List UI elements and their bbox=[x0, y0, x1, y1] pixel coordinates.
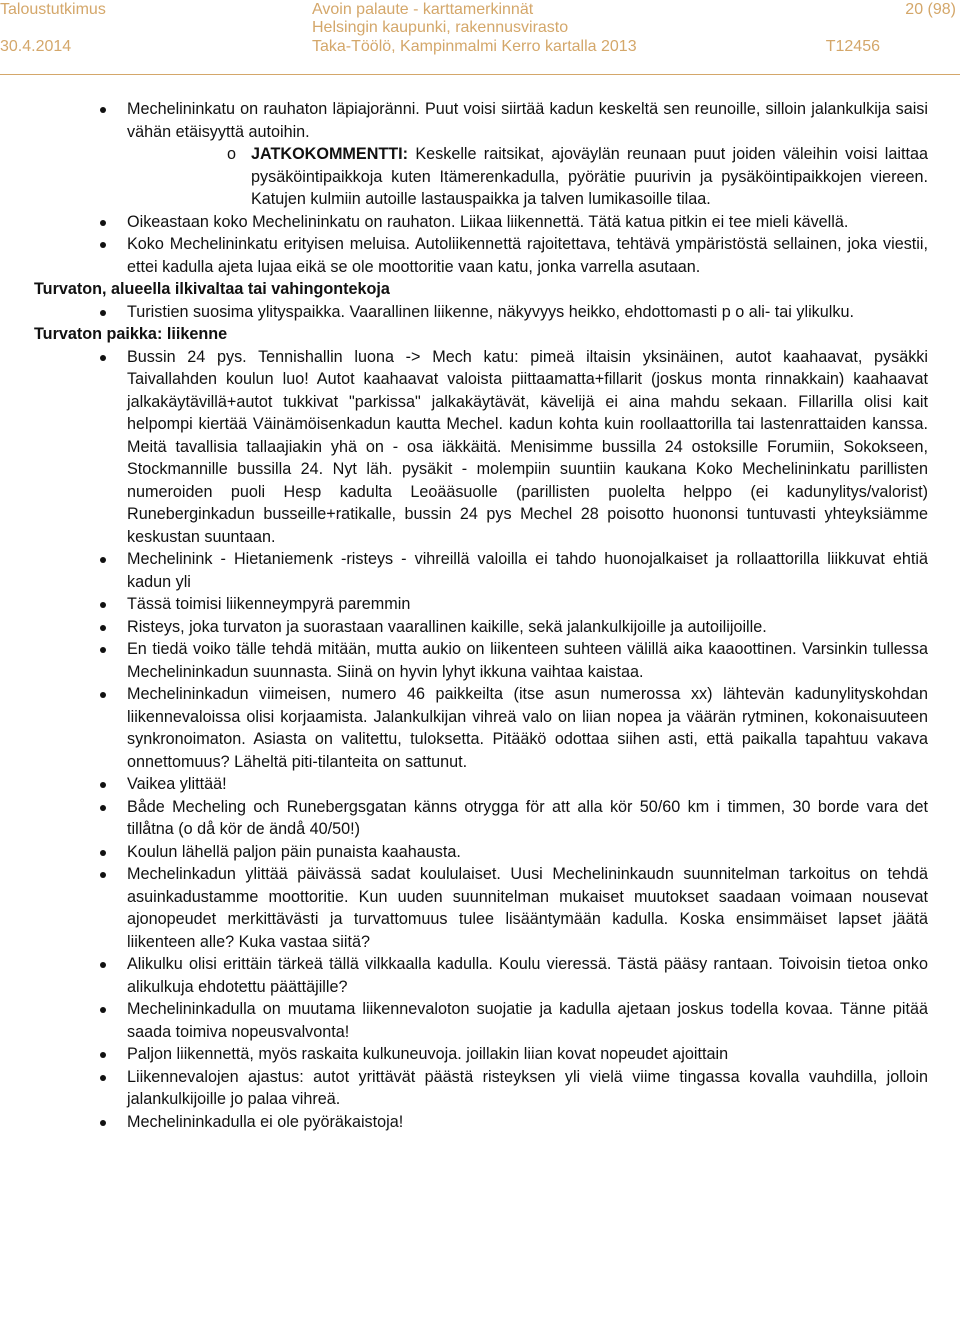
list-item: Bussin 24 pys. Tennishallin luona -> Mech katu: pimeä iltaisin yksinäinen, autot kaahaavat, pysäkki Taivallahden koulun luo! Autot kaahaavat valoista piittaamatta+fillarit (joskus monta rinnakkain) kaahaavat jalkakäytävillä+autot tukkivat "parkissa" jalkakäytävät, kävelijä ei aina mahdu sekaan. Fillarilla olisi kait helpompi kiertää Väinämöisenkadun kautta Mechel. kadun kohta kuin roollaattorilla tai lastenrattaiden kanssa. Meitä tavallisia tallaajiakin yhä on - osa iäkkäitä. Menisimme bussilla 24 ostoksille Forumiin, Sokokseen, Stockmannille bussilla 24. Nyt läh. pysäkit - molempiin suuntiin kaukana Koko Mechelininkatu parillisten numeroiden puoli Hesp kadulta Leoääsuolle (parillisten puolelta helppo (ei kadunylitys/valorist) Runeberginkadun busseille+ratikalle, bussin 24 pys Mechel 28 poisotto huononsi tuntuvasti yhteyksiämme keskustan suuntaan. bbox=[34, 346, 928, 549]
header-divider bbox=[0, 74, 960, 75]
list-item: Koko Mechelininkatu erityisen meluisa. Autoliikennettä rajoitettava, tehtävä ympäristöstä sellainen, joka viestii, ettei kadulla ajeta lujaa eikä se ole moottoritie vaan katu, jonka varrella asutaan. bbox=[34, 233, 928, 278]
report-date: 30.4.2014 bbox=[0, 38, 72, 55]
list-item: Koulun lähellä paljon päin punaista kaahausta. bbox=[34, 841, 928, 864]
doc-title: Avoin palaute - karttamerkinnät bbox=[312, 1, 534, 18]
section-heading: Turvaton paikka: liikenne bbox=[34, 325, 228, 343]
client-name: Helsingin kaupunki, rakennusvirasto bbox=[312, 19, 569, 36]
list-item bbox=[34, 98, 928, 211]
list-item: Mechelininkadulla on muutama liikennevaloton suojatie ja kadulla ajetaan joskus todella kovaa. Tänne pitää saada toimiva nopeusvalvonta! bbox=[34, 998, 928, 1043]
list-item: Mechelininkadun viimeisen, numero 46 paikkeilta (itse asun numerossa xx) lähtevän kadunylityskohdan liikennevaloissa olisi korjaamista. Jalankulkijan vihreä valo on liian nopea ja väärän rytminen, kokonaisuuteen synkronoimaton. Asiasta on valitettu, tuloksetta. Pitääkö odottaa siihen asti, että paikalla tapahtuu vakava onnettomuus? Läheltä piti-tilanteita on sattunut. bbox=[34, 683, 928, 773]
list-item: Mechelinkadun ylittää päivässä sadat koululaiset. Uusi Mechelininkaudn suunnitelman tarkoitus on tehdä asuinkadustamme moottoritie. Kun uuden suunnitelman mukaiset muutokset saadaan voimaan nousevat ajonopeudet merkittävästi ja turvattomuus tulee lisääntymään kadulla. Koska ensimmäiset lapset jäätä liikenteen alle? Kuka vastaa siitä? bbox=[34, 863, 928, 953]
list-item: Mechelininkadulla ei ole pyöräkaistoja! bbox=[34, 1111, 928, 1134]
list-item: Paljon liikennettä, myös raskaita kulkuneuvoja. joillakin liian kovat nopeudet ajoittain bbox=[34, 1043, 928, 1066]
sub-comment-label: JATKOKOMMENTTI: bbox=[251, 145, 409, 163]
sub-marker: o bbox=[227, 145, 237, 163]
section-heading: Turvaton, alueella ilkivaltaa tai vahingontekoja bbox=[34, 280, 390, 298]
list-item: Alikulku olisi erittäin tärkeä tällä vilkkaalla kadulla. Koulu vieressä. Tästä pääsy rantaan. Toivoisin tietoa onko alikulkuja ehdotettu päättäjille? bbox=[34, 953, 928, 998]
list-item: En tiedä voiko tälle tehdä mitään, mutta aukio on liikenteen suhteen välillä aika kaaoottinen. Varsinkin tullessa Mechelininkadun suunnasta. Siinä on hyvin lyhyt ikkuna vaihtaa kaistaa. bbox=[34, 638, 928, 683]
project-name: Taka-Töölö, Kampinmalmi Kerro kartalla 2013 bbox=[312, 38, 637, 55]
list-item: Både Mecheling och Runebergsgatan känns otrygga för att alla kör 50/60 km i timmen, 30 borde vara det tillåtna (o då kör de ändå 40/50!) bbox=[34, 796, 928, 841]
page-number: 20 (98) bbox=[905, 1, 956, 18]
list-item: Turistien suosima ylityspaikka. Vaarallinen liikenne, näkyvyys heikko, ehdottomasti p o ali- tai ylikulku. bbox=[34, 301, 928, 324]
section3-list bbox=[34, 346, 928, 1134]
page-header bbox=[0, 0, 960, 70]
sub-comment bbox=[127, 143, 928, 211]
section2-list bbox=[34, 301, 928, 324]
list-item: Tässä toimisi liikenneympyrä paremmin bbox=[34, 593, 928, 616]
section1-list bbox=[34, 98, 928, 278]
document-body bbox=[34, 98, 928, 1133]
list-item: Liikennevalojen ajastus: autot yrittävät päästä risteyksen yli vielä viime tingassa kovalla vauhdilla, jolloin jalankulkijoille jo palaa vihreä. bbox=[34, 1066, 928, 1111]
list-item: Mechelinink - Hietaniemenk -risteys - vihreillä valoilla ei tahdo huonojalkaiset ja rollaattorilla liikkuvat ehtiä kadun yli bbox=[34, 548, 928, 593]
list-item-text: Mechelininkatu on rauhaton läpiajoränni. Puut voisi siirtää kadun keskeltä sen reunoille, silloin jalankulkija saisi vähän etäisyyttä autoihin. bbox=[127, 100, 928, 141]
list-item: Risteys, joka turvaton ja suorastaan vaarallinen kaikille, sekä jalankulkijoille ja autoilijoille. bbox=[34, 616, 928, 639]
list-item: Oikeastaan koko Mechelininkatu on rauhaton. Liikaa liikennettä. Tätä katua pitkin ei tee mieli kävellä. bbox=[34, 211, 928, 234]
org-name: Taloustutkimus bbox=[0, 1, 106, 18]
project-code: T12456 bbox=[825, 38, 880, 55]
list-item: Vaikea ylittää! bbox=[34, 773, 928, 796]
sub-comment-text: Keskelle raitsikat, ajoväylän reunaan puut joiden väleihin voisi laittaa pysäköintipaikkoja kuten Itämerenkadulla, pyörätie puurivin ja pysäköintipaikkojen viereen. Katujen kulmiin autoille lastauspaikka ja talven lumikasoille tilaa. bbox=[251, 145, 928, 208]
